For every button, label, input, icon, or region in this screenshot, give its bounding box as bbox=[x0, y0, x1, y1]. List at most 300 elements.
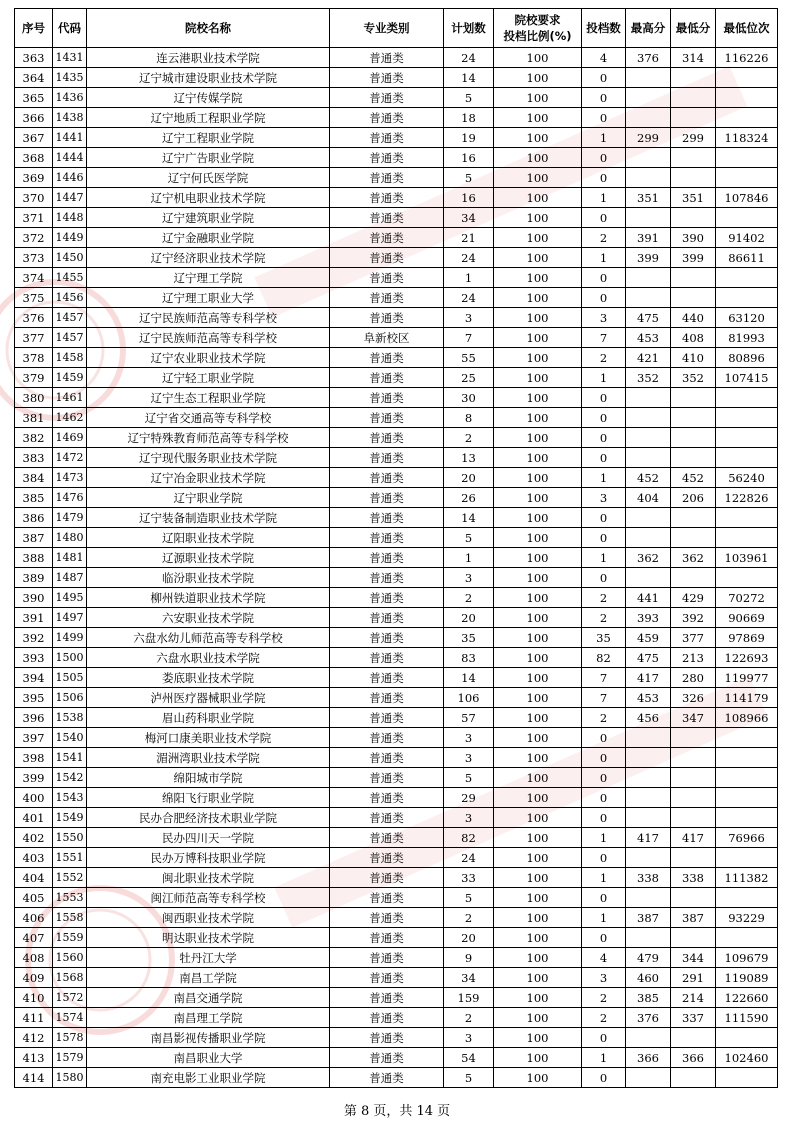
cell-max: 475 bbox=[626, 308, 671, 328]
cell-category: 普通类 bbox=[330, 868, 444, 888]
cell-rank: 111382 bbox=[716, 868, 778, 888]
cell-name: 辽宁经济职业技术学院 bbox=[87, 248, 330, 268]
cell-category: 阜新校区 bbox=[330, 328, 444, 348]
admission-table bbox=[14, 8, 778, 1088]
cell-rank bbox=[716, 168, 778, 188]
cell-name: 辽宁机电职业技术学院 bbox=[87, 188, 330, 208]
cell-filed: 0 bbox=[582, 528, 626, 548]
cell-category: 普通类 bbox=[330, 908, 444, 928]
cell-max: 421 bbox=[626, 348, 671, 368]
cell-ratio: 100 bbox=[494, 868, 582, 888]
cell-seq: 383 bbox=[15, 448, 53, 468]
cell-ratio: 100 bbox=[494, 528, 582, 548]
cell-max bbox=[626, 808, 671, 828]
cell-code: 1472 bbox=[53, 448, 87, 468]
cell-name: 民办合肥经济技术职业学院 bbox=[87, 808, 330, 828]
cell-category: 普通类 bbox=[330, 528, 444, 548]
table-row bbox=[15, 728, 778, 748]
table-row bbox=[15, 408, 778, 428]
cell-code: 1481 bbox=[53, 548, 87, 568]
cell-filed: 1 bbox=[582, 468, 626, 488]
cell-ratio: 100 bbox=[494, 468, 582, 488]
cell-ratio: 100 bbox=[494, 928, 582, 948]
cell-min: 299 bbox=[671, 128, 716, 148]
cell-min bbox=[671, 428, 716, 448]
cell-name: 湄洲湾职业技术学院 bbox=[87, 748, 330, 768]
cell-name: 辽宁建筑职业学院 bbox=[87, 208, 330, 228]
cell-max: 376 bbox=[626, 48, 671, 68]
cell-ratio: 100 bbox=[494, 308, 582, 328]
cell-seq: 413 bbox=[15, 1048, 53, 1068]
cell-max: 417 bbox=[626, 828, 671, 848]
cell-ratio: 100 bbox=[494, 608, 582, 628]
cell-plan: 5 bbox=[444, 88, 494, 108]
cell-category: 普通类 bbox=[330, 548, 444, 568]
header-ratio bbox=[494, 9, 582, 48]
table-row bbox=[15, 888, 778, 908]
cell-max bbox=[626, 568, 671, 588]
cell-name: 辽宁现代服务职业技术学院 bbox=[87, 448, 330, 468]
cell-min: 206 bbox=[671, 488, 716, 508]
cell-seq: 368 bbox=[15, 148, 53, 168]
cell-ratio: 100 bbox=[494, 348, 582, 368]
cell-category: 普通类 bbox=[330, 188, 444, 208]
cell-plan: 3 bbox=[444, 1028, 494, 1048]
cell-max bbox=[626, 768, 671, 788]
cell-category: 普通类 bbox=[330, 708, 444, 728]
cell-code: 1538 bbox=[53, 708, 87, 728]
cell-seq: 410 bbox=[15, 988, 53, 1008]
cell-filed: 0 bbox=[582, 768, 626, 788]
cell-max: 417 bbox=[626, 668, 671, 688]
cell-seq: 391 bbox=[15, 608, 53, 628]
cell-plan: 14 bbox=[444, 508, 494, 528]
cell-name: 闽江师范高等专科学校 bbox=[87, 888, 330, 908]
table-row bbox=[15, 908, 778, 928]
cell-seq: 369 bbox=[15, 168, 53, 188]
cell-max: 453 bbox=[626, 328, 671, 348]
cell-seq: 401 bbox=[15, 808, 53, 828]
cell-filed: 1 bbox=[582, 828, 626, 848]
cell-rank: 122826 bbox=[716, 488, 778, 508]
cell-seq: 411 bbox=[15, 1008, 53, 1028]
cell-ratio: 100 bbox=[494, 208, 582, 228]
cell-max bbox=[626, 428, 671, 448]
cell-seq: 409 bbox=[15, 968, 53, 988]
cell-seq: 378 bbox=[15, 348, 53, 368]
cell-rank: 108966 bbox=[716, 708, 778, 728]
cell-ratio: 100 bbox=[494, 1048, 582, 1068]
cell-min bbox=[671, 848, 716, 868]
cell-filed: 0 bbox=[582, 788, 626, 808]
cell-code: 1450 bbox=[53, 248, 87, 268]
cell-max: 475 bbox=[626, 648, 671, 668]
cell-category: 普通类 bbox=[330, 728, 444, 748]
cell-seq: 375 bbox=[15, 288, 53, 308]
cell-ratio: 100 bbox=[494, 648, 582, 668]
cell-seq: 363 bbox=[15, 48, 53, 68]
table-row bbox=[15, 528, 778, 548]
cell-min: 366 bbox=[671, 1048, 716, 1068]
cell-name: 辽宁城市建设职业技术学院 bbox=[87, 68, 330, 88]
cell-max: 387 bbox=[626, 908, 671, 928]
cell-name: 民办四川天一学院 bbox=[87, 828, 330, 848]
cell-seq: 390 bbox=[15, 588, 53, 608]
cell-ratio: 100 bbox=[494, 108, 582, 128]
cell-ratio: 100 bbox=[494, 748, 582, 768]
table-row bbox=[15, 968, 778, 988]
cell-seq: 386 bbox=[15, 508, 53, 528]
cell-plan: 5 bbox=[444, 528, 494, 548]
cell-rank bbox=[716, 788, 778, 808]
cell-max bbox=[626, 788, 671, 808]
cell-category: 普通类 bbox=[330, 88, 444, 108]
cell-min: 352 bbox=[671, 368, 716, 388]
cell-filed: 7 bbox=[582, 688, 626, 708]
cell-min bbox=[671, 808, 716, 828]
header-ratio-line1: 院校要求 bbox=[514, 13, 561, 27]
cell-rank bbox=[716, 268, 778, 288]
cell-filed: 7 bbox=[582, 328, 626, 348]
cell-code: 1568 bbox=[53, 968, 87, 988]
cell-ratio: 100 bbox=[494, 708, 582, 728]
cell-name: 辽宁特殊教育师范高等专科学校 bbox=[87, 428, 330, 448]
cell-min bbox=[671, 148, 716, 168]
cell-code: 1578 bbox=[53, 1028, 87, 1048]
cell-seq: 367 bbox=[15, 128, 53, 148]
cell-filed: 0 bbox=[582, 428, 626, 448]
cell-filed: 82 bbox=[582, 648, 626, 668]
cell-plan: 21 bbox=[444, 228, 494, 248]
cell-min: 351 bbox=[671, 188, 716, 208]
cell-seq: 388 bbox=[15, 548, 53, 568]
cell-category: 普通类 bbox=[330, 148, 444, 168]
cell-max: 441 bbox=[626, 588, 671, 608]
cell-filed: 0 bbox=[582, 928, 626, 948]
cell-rank bbox=[716, 528, 778, 548]
cell-category: 普通类 bbox=[330, 608, 444, 628]
cell-name: 辽宁广告职业学院 bbox=[87, 148, 330, 168]
table-row bbox=[15, 488, 778, 508]
cell-name: 辽宁地质工程职业学院 bbox=[87, 108, 330, 128]
cell-min: 387 bbox=[671, 908, 716, 928]
table-row bbox=[15, 388, 778, 408]
cell-filed: 2 bbox=[582, 1008, 626, 1028]
cell-rank bbox=[716, 108, 778, 128]
cell-plan: 5 bbox=[444, 888, 494, 908]
cell-min: 410 bbox=[671, 348, 716, 368]
cell-code: 1558 bbox=[53, 908, 87, 928]
cell-category: 普通类 bbox=[330, 408, 444, 428]
cell-code: 1444 bbox=[53, 148, 87, 168]
table-row bbox=[15, 768, 778, 788]
cell-ratio: 100 bbox=[494, 188, 582, 208]
cell-max bbox=[626, 928, 671, 948]
cell-filed: 1 bbox=[582, 248, 626, 268]
cell-min bbox=[671, 288, 716, 308]
table-row bbox=[15, 1068, 778, 1088]
cell-seq: 412 bbox=[15, 1028, 53, 1048]
cell-max: 404 bbox=[626, 488, 671, 508]
cell-name: 辽源职业技术学院 bbox=[87, 548, 330, 568]
cell-seq: 389 bbox=[15, 568, 53, 588]
cell-min: 314 bbox=[671, 48, 716, 68]
cell-plan: 5 bbox=[444, 168, 494, 188]
cell-category: 普通类 bbox=[330, 468, 444, 488]
cell-ratio: 100 bbox=[494, 828, 582, 848]
cell-seq: 385 bbox=[15, 488, 53, 508]
cell-code: 1543 bbox=[53, 788, 87, 808]
cell-code: 1499 bbox=[53, 628, 87, 648]
table-row bbox=[15, 788, 778, 808]
cell-plan: 25 bbox=[444, 368, 494, 388]
cell-seq: 384 bbox=[15, 468, 53, 488]
cell-seq: 402 bbox=[15, 828, 53, 848]
cell-ratio: 100 bbox=[494, 668, 582, 688]
cell-code: 1455 bbox=[53, 268, 87, 288]
cell-rank: 91402 bbox=[716, 228, 778, 248]
cell-category: 普通类 bbox=[330, 588, 444, 608]
table-row bbox=[15, 668, 778, 688]
cell-plan: 82 bbox=[444, 828, 494, 848]
cell-max bbox=[626, 448, 671, 468]
cell-rank: 109679 bbox=[716, 948, 778, 968]
cell-filed: 2 bbox=[582, 228, 626, 248]
cell-rank bbox=[716, 388, 778, 408]
header-row bbox=[15, 9, 778, 48]
cell-max bbox=[626, 388, 671, 408]
cell-min bbox=[671, 1068, 716, 1088]
cell-rank: 118324 bbox=[716, 128, 778, 148]
cell-plan: 34 bbox=[444, 968, 494, 988]
cell-rank bbox=[716, 508, 778, 528]
cell-min: 429 bbox=[671, 588, 716, 608]
cell-ratio: 100 bbox=[494, 808, 582, 828]
cell-min bbox=[671, 408, 716, 428]
cell-rank: 90669 bbox=[716, 608, 778, 628]
cell-code: 1436 bbox=[53, 88, 87, 108]
cell-rank: 93229 bbox=[716, 908, 778, 928]
cell-plan: 3 bbox=[444, 728, 494, 748]
cell-ratio: 100 bbox=[494, 908, 582, 928]
cell-category: 普通类 bbox=[330, 448, 444, 468]
cell-min bbox=[671, 788, 716, 808]
cell-category: 普通类 bbox=[330, 768, 444, 788]
cell-category: 普通类 bbox=[330, 128, 444, 148]
cell-category: 普通类 bbox=[330, 1008, 444, 1028]
cell-name: 辽宁理工职业大学 bbox=[87, 288, 330, 308]
cell-category: 普通类 bbox=[330, 568, 444, 588]
cell-seq: 376 bbox=[15, 308, 53, 328]
cell-category: 普通类 bbox=[330, 788, 444, 808]
cell-ratio: 100 bbox=[494, 248, 582, 268]
cell-code: 1469 bbox=[53, 428, 87, 448]
cell-min: 337 bbox=[671, 1008, 716, 1028]
table-row bbox=[15, 348, 778, 368]
cell-filed: 0 bbox=[582, 388, 626, 408]
cell-code: 1447 bbox=[53, 188, 87, 208]
cell-code: 1549 bbox=[53, 808, 87, 828]
cell-filed: 0 bbox=[582, 448, 626, 468]
cell-seq: 365 bbox=[15, 88, 53, 108]
cell-category: 普通类 bbox=[330, 988, 444, 1008]
cell-max bbox=[626, 288, 671, 308]
cell-ratio: 100 bbox=[494, 1068, 582, 1088]
cell-plan: 35 bbox=[444, 628, 494, 648]
cell-ratio: 100 bbox=[494, 88, 582, 108]
cell-plan: 20 bbox=[444, 468, 494, 488]
cell-seq: 407 bbox=[15, 928, 53, 948]
cell-category: 普通类 bbox=[330, 948, 444, 968]
cell-max: 366 bbox=[626, 1048, 671, 1068]
cell-filed: 0 bbox=[582, 288, 626, 308]
cell-name: 绵阳城市学院 bbox=[87, 768, 330, 788]
cell-plan: 33 bbox=[444, 868, 494, 888]
header-ratio-line2: 投档比例(%) bbox=[503, 29, 572, 43]
cell-ratio: 100 bbox=[494, 168, 582, 188]
cell-name: 眉山药科职业学院 bbox=[87, 708, 330, 728]
cell-filed: 0 bbox=[582, 848, 626, 868]
table-row bbox=[15, 868, 778, 888]
cell-filed: 3 bbox=[582, 308, 626, 328]
cell-name: 泸州医疗器械职业学院 bbox=[87, 688, 330, 708]
cell-min: 452 bbox=[671, 468, 716, 488]
cell-rank: 119089 bbox=[716, 968, 778, 988]
cell-code: 1473 bbox=[53, 468, 87, 488]
cell-code: 1500 bbox=[53, 648, 87, 668]
cell-ratio: 100 bbox=[494, 588, 582, 608]
table-body bbox=[15, 48, 778, 1088]
cell-plan: 5 bbox=[444, 1068, 494, 1088]
cell-name: 辽宁农业职业技术学院 bbox=[87, 348, 330, 368]
cell-seq: 406 bbox=[15, 908, 53, 928]
cell-rank: 80896 bbox=[716, 348, 778, 368]
cell-max bbox=[626, 748, 671, 768]
cell-rank: 111590 bbox=[716, 1008, 778, 1028]
cell-seq: 393 bbox=[15, 648, 53, 668]
table-row bbox=[15, 68, 778, 88]
cell-plan: 34 bbox=[444, 208, 494, 228]
table-row bbox=[15, 828, 778, 848]
table-row bbox=[15, 268, 778, 288]
cell-rank bbox=[716, 428, 778, 448]
cell-code: 1572 bbox=[53, 988, 87, 1008]
table-row bbox=[15, 328, 778, 348]
cell-seq: 394 bbox=[15, 668, 53, 688]
cell-seq: 366 bbox=[15, 108, 53, 128]
cell-rank: 81993 bbox=[716, 328, 778, 348]
cell-name: 辽宁民族师范高等专科学校 bbox=[87, 328, 330, 348]
cell-rank bbox=[716, 408, 778, 428]
cell-rank bbox=[716, 808, 778, 828]
cell-min bbox=[671, 888, 716, 908]
cell-max bbox=[626, 208, 671, 228]
cell-code: 1449 bbox=[53, 228, 87, 248]
cell-seq: 373 bbox=[15, 248, 53, 268]
cell-seq: 387 bbox=[15, 528, 53, 548]
cell-ratio: 100 bbox=[494, 448, 582, 468]
cell-min: 214 bbox=[671, 988, 716, 1008]
header-filed: 投档数 bbox=[582, 9, 626, 48]
cell-max bbox=[626, 528, 671, 548]
cell-max bbox=[626, 1068, 671, 1088]
cell-ratio: 100 bbox=[494, 508, 582, 528]
cell-filed: 2 bbox=[582, 608, 626, 628]
table-row bbox=[15, 248, 778, 268]
cell-ratio: 100 bbox=[494, 548, 582, 568]
cell-max bbox=[626, 888, 671, 908]
cell-filed: 1 bbox=[582, 908, 626, 928]
cell-plan: 7 bbox=[444, 328, 494, 348]
cell-code: 1551 bbox=[53, 848, 87, 868]
cell-category: 普通类 bbox=[330, 228, 444, 248]
cell-ratio: 100 bbox=[494, 948, 582, 968]
cell-code: 1441 bbox=[53, 128, 87, 148]
header-code: 代码 bbox=[53, 9, 87, 48]
cell-rank: 119977 bbox=[716, 668, 778, 688]
cell-rank bbox=[716, 1068, 778, 1088]
cell-seq: 395 bbox=[15, 688, 53, 708]
cell-category: 普通类 bbox=[330, 208, 444, 228]
cell-filed: 3 bbox=[582, 968, 626, 988]
cell-min: 408 bbox=[671, 328, 716, 348]
cell-plan: 8 bbox=[444, 408, 494, 428]
cell-plan: 24 bbox=[444, 848, 494, 868]
cell-filed: 0 bbox=[582, 508, 626, 528]
cell-max bbox=[626, 848, 671, 868]
cell-seq: 382 bbox=[15, 428, 53, 448]
cell-filed: 1 bbox=[582, 368, 626, 388]
cell-name: 南充电影工业职业学院 bbox=[87, 1068, 330, 1088]
cell-filed: 0 bbox=[582, 1068, 626, 1088]
cell-seq: 372 bbox=[15, 228, 53, 248]
cell-plan: 20 bbox=[444, 928, 494, 948]
cell-ratio: 100 bbox=[494, 228, 582, 248]
cell-ratio: 100 bbox=[494, 368, 582, 388]
table-row bbox=[15, 508, 778, 528]
cell-name: 闽西职业技术学院 bbox=[87, 908, 330, 928]
cell-name: 辽宁生态工程职业学院 bbox=[87, 388, 330, 408]
cell-ratio: 100 bbox=[494, 988, 582, 1008]
cell-min bbox=[671, 108, 716, 128]
cell-seq: 377 bbox=[15, 328, 53, 348]
table-row bbox=[15, 1048, 778, 1068]
cell-code: 1505 bbox=[53, 668, 87, 688]
cell-filed: 0 bbox=[582, 68, 626, 88]
table-row bbox=[15, 808, 778, 828]
cell-category: 普通类 bbox=[330, 1048, 444, 1068]
cell-code: 1435 bbox=[53, 68, 87, 88]
cell-filed: 0 bbox=[582, 268, 626, 288]
cell-max: 460 bbox=[626, 968, 671, 988]
cell-plan: 55 bbox=[444, 348, 494, 368]
cell-plan: 9 bbox=[444, 948, 494, 968]
cell-max: 452 bbox=[626, 468, 671, 488]
cell-name: 牡丹江大学 bbox=[87, 948, 330, 968]
cell-filed: 1 bbox=[582, 868, 626, 888]
cell-category: 普通类 bbox=[330, 1028, 444, 1048]
cell-filed: 0 bbox=[582, 748, 626, 768]
cell-category: 普通类 bbox=[330, 108, 444, 128]
cell-category: 普通类 bbox=[330, 348, 444, 368]
cell-filed: 0 bbox=[582, 168, 626, 188]
cell-category: 普通类 bbox=[330, 308, 444, 328]
cell-plan: 18 bbox=[444, 108, 494, 128]
table-row bbox=[15, 948, 778, 968]
cell-code: 1476 bbox=[53, 488, 87, 508]
cell-rank: 86611 bbox=[716, 248, 778, 268]
table-row bbox=[15, 168, 778, 188]
